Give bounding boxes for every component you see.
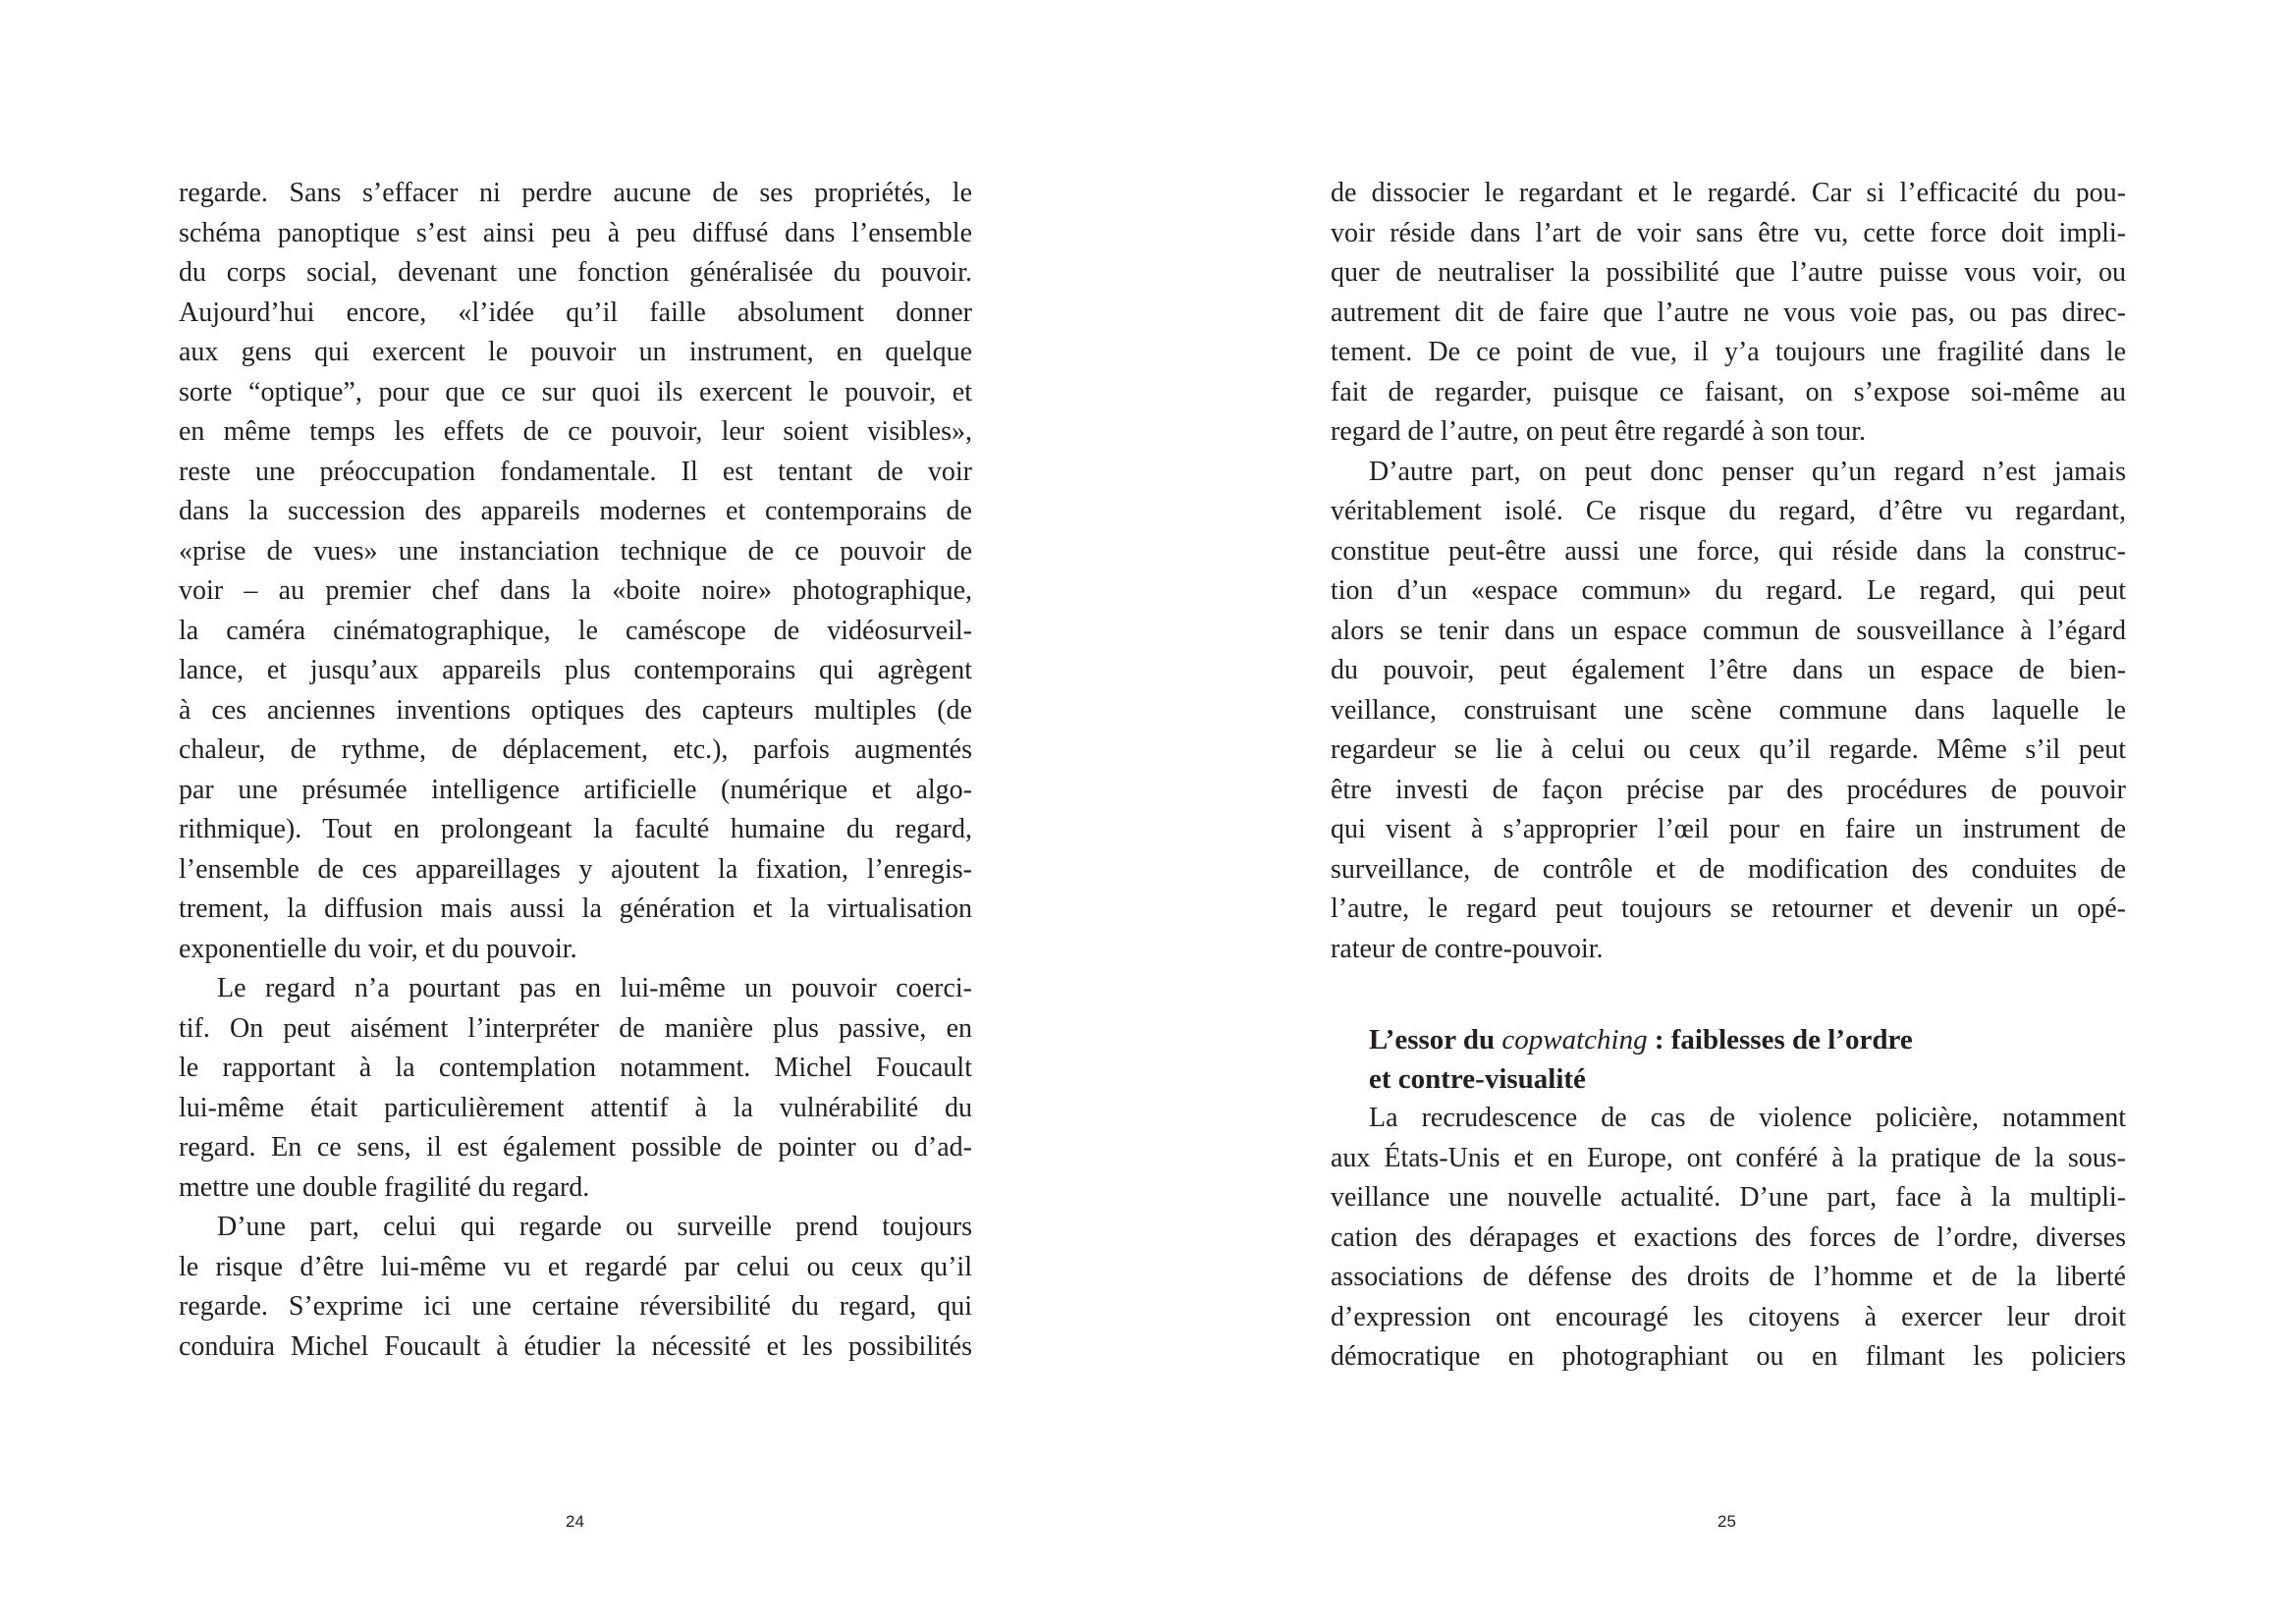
text-line: regarde. S’exprime ici une certaine réversibilité du regard, qui [179, 1291, 972, 1322]
text-line: autrement dit de faire que l’autre ne vous voie pas, ou pas direc- [1331, 297, 2126, 328]
text-line: D’une part, celui qui regarde ou surveille prend toujours [217, 1212, 972, 1242]
text-line: mettre une double fragilité du regard. [179, 1171, 590, 1203]
text-line: par une présumée intelligence artificielle (numérique et algo- [179, 774, 972, 805]
text-line: tif. On peut aisément l’interpréter de manière plus passive, en [179, 1012, 972, 1044]
text-line: alors se tenir dans un espace commun de sousveillance à l’égard [1331, 615, 2126, 646]
text-line: d’expression ont encouragé les citoyens à exercer leur droit [1331, 1301, 2126, 1332]
text-line: exponentielle du voir, et du pouvoir. [179, 933, 577, 964]
text-line: l’autre, le regard peut toujours se retourner et devenir un opé- [1331, 893, 2126, 924]
text-line: dans la succession des appareils modernes et contemporains de [179, 496, 972, 526]
text-line: «prise de vues» une instanciation technique de ce pouvoir de [179, 535, 972, 567]
text-line: lance, et jusqu’aux appareils plus contemporains qui agrègent [179, 655, 972, 685]
text-line: véritablement isolé. Ce risque du regard, d’être vu regardant, [1331, 496, 2126, 526]
text-line: du pouvoir, peut également l’être dans un espace de bien- [1331, 655, 2126, 685]
text-line: l’ensemble de ces appareillages y ajoutent la fixation, l’enregis- [179, 853, 972, 885]
page-number-right: 25 [1717, 1512, 1736, 1531]
text-line: voir – au premier chef dans la «boite noire» photographique, [179, 575, 972, 606]
section-heading-line-2: et contre-visualité [1369, 1063, 1586, 1095]
text-line: démocratique en photographiant ou en filmant les policiers [1331, 1341, 2126, 1372]
text-line: trement, la diffusion mais aussi la génération et la virtualisation [179, 893, 972, 924]
right-page-text [1331, 174, 2126, 1378]
text-line: regarde. Sans s’effacer ni perdre aucune de ses propriétés, le [179, 178, 972, 208]
text-line: conduira Michel Foucault à étudier la nécessité et les possibilités [179, 1330, 972, 1362]
text-line: tement. De ce point de vue, il y’a toujours une fragilité dans le [1331, 337, 2126, 367]
text-line: à ces anciennes inventions optiques des capteurs multiples (de [179, 694, 972, 726]
text-line: reste une préoccupation fondamentale. Il est tentant de voir [179, 456, 972, 487]
text-line: fait de regarder, puisque ce faisant, on s’expose soi-même au [1331, 376, 2126, 407]
section-heading-line-1 [1331, 1020, 2126, 1059]
text-line: La recrudescence de cas de violence policière, notamment [1369, 1103, 2126, 1133]
text-line: tion d’un «espace commun» du regard. Le regard, qui peut [1331, 575, 2126, 606]
text-line: Le regard n’a pourtant pas en lui-même un pouvoir coerci- [217, 973, 972, 1003]
text-line: constitue peut-être aussi une force, qui réside dans la construc- [1331, 535, 2126, 567]
text-line: de dissocier le regardant et le regardé. Car si l’efficacité du pou- [1331, 178, 2126, 208]
text-line: regard de l’autre, on peut être regardé à son tour. [1331, 416, 1866, 447]
heading-prefix: L’essor du [1369, 1024, 1502, 1056]
text-line: le rapportant à la contemplation notamment. Michel Foucault [179, 1053, 972, 1083]
text-line: rithmique). Tout en prolongeant la faculté humaine du regard, [179, 814, 972, 844]
text-line: la caméra cinématographique, le caméscope de vidéosurveil- [179, 615, 972, 646]
right-text-after-heading [1331, 1099, 2126, 1378]
text-line: qui visent à s’approprier l’œil pour en faire un instrument de [1331, 814, 2126, 844]
text-line: voir réside dans l’art de voir sans être vu, cette force doit impli- [1331, 217, 2126, 248]
text-line: regard. En ce sens, il est également possible de pointer ou d’ad- [179, 1132, 972, 1163]
text-line: veillance, construisant une scène commune dans laquelle le [1331, 694, 2126, 726]
left-page-text [179, 174, 972, 1367]
text-line: schéma panoptique s’est ainsi peu à peu diffusé dans l’ensemble [179, 217, 972, 248]
text-line: D’autre part, on peut donc penser qu’un regard n’est jamais [1369, 456, 2126, 487]
text-line: quer de neutraliser la possibilité que l’autre puisse vous voir, ou [1331, 257, 2126, 288]
heading-suffix: : faiblesses de l’ordre [1647, 1024, 1913, 1056]
right-text-before-heading [1331, 174, 2126, 969]
text-line: être investi de façon précise par des procédures de pouvoir [1331, 774, 2126, 805]
text-line: Aujourd’hui encore, «l’idée qu’il faille absolument donner [179, 297, 972, 328]
text-line: du corps social, devenant une fonction généralisée du pouvoir. [179, 257, 972, 288]
text-line: le risque d’être lui-même vu et regardé par celui ou ceux qu’il [179, 1251, 972, 1282]
text-line: chaleur, de rythme, de déplacement, etc.), parfois augmentés [179, 734, 972, 765]
text-line: rateur de contre-pouvoir. [1331, 933, 1604, 964]
text-line: lui-même était particulièrement attentif à la vulnérabilité du [179, 1092, 972, 1123]
text-line: veillance une nouvelle actualité. D’une part, face à la multipli- [1331, 1182, 2126, 1213]
text-line: en même temps les effets de ce pouvoir, leur soient visibles», [179, 416, 972, 447]
text-line: cation des dérapages et exactions des forces de l’ordre, diverses [1331, 1221, 2126, 1253]
heading-italic-term: copwatching [1501, 1024, 1648, 1056]
text-line: sorte “optique”, pour que ce sur quoi ils exercent le pouvoir, et [179, 376, 972, 407]
text-line: associations de défense des droits de l’homme et de la liberté [1331, 1262, 2126, 1292]
text-line: aux États-Unis et en Europe, ont conféré à la pratique de la sous- [1331, 1142, 2126, 1173]
text-line: surveillance, de contrôle et de modification des conduites de [1331, 853, 2126, 885]
page-number-left: 24 [566, 1512, 584, 1531]
text-line: aux gens qui exercent le pouvoir un instrument, en quelque [179, 337, 972, 367]
text-line: regardeur se lie à celui ou ceux qu’il regarde. Même s’il peut [1331, 734, 2126, 765]
